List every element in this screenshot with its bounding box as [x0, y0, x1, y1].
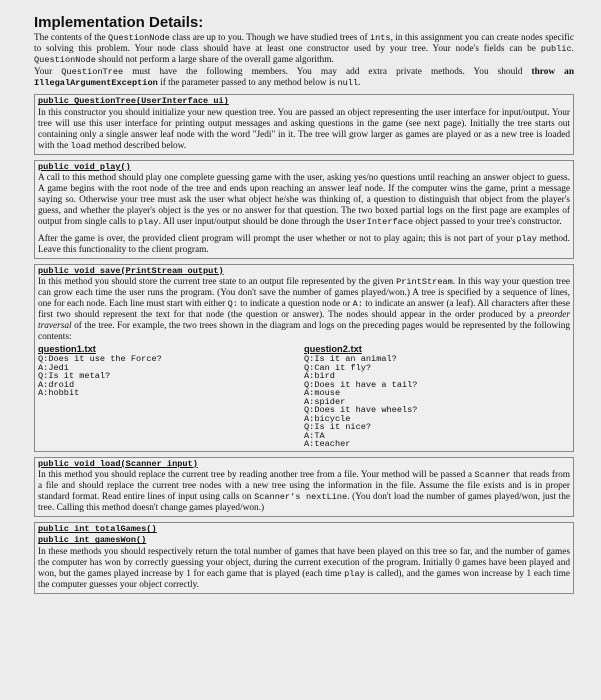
save-signature: public void save(PrintStream output) [38, 265, 224, 276]
text: . All user input/output should be done through the [158, 217, 347, 228]
text: object passed to your tree's constructor. [413, 217, 562, 228]
text: should not perform a large share of the overall game algorithm. [95, 55, 334, 66]
load-signature: public void load(Scanner input) [38, 458, 198, 469]
intro-section [34, 33, 574, 89]
code: play [344, 568, 365, 579]
file-line: A:bicycle [304, 413, 351, 424]
text: method described below. [91, 140, 187, 151]
text: method. Leave this functionality to the client program. [38, 233, 570, 255]
file-line: Q:Can it fly? [304, 362, 372, 373]
file-line: A:mouse [304, 388, 341, 399]
file-line: A:droid [38, 379, 75, 390]
text: After the game is over, the provided client program will prompt the user whether or not to play again; this is not part of your [38, 233, 517, 244]
file-line: Q:Is it an animal? [304, 354, 397, 365]
text: . [571, 44, 574, 55]
file-line: A:TA [304, 430, 325, 441]
file-line: A:hobbit [38, 388, 80, 399]
total-games-signature: public int totalGames() [38, 524, 157, 535]
text: to indicate an answer (a leaf). All characters after these first two should represent the text for that node (the question or answer). The nodes should appear in the order produced by a [38, 298, 571, 321]
save-description [38, 277, 570, 344]
code: public [540, 44, 572, 55]
document-page [34, 14, 574, 694]
play-box [34, 160, 574, 259]
load-box [34, 457, 574, 517]
question2-lines [304, 355, 570, 449]
code: PrintStream [396, 276, 453, 287]
code: play [516, 233, 537, 244]
code: Scanner's nextLine [254, 492, 348, 503]
file-line: Q:Is it nice? [304, 422, 372, 433]
file-line: Q:Is it metal? [38, 371, 111, 382]
text: . [358, 78, 361, 89]
question2-title: question2.txt [304, 344, 362, 355]
intro-paragraph-2 [34, 67, 574, 89]
page-title: Implementation Details: [34, 14, 204, 31]
file-line: A:teacher [304, 439, 351, 450]
constructor-box [34, 94, 574, 154]
file-line: Q:Does it have a tail? [304, 379, 418, 390]
text: class are up to you. Though we have studied trees of [169, 33, 370, 43]
play-description [38, 173, 570, 228]
file-line: A:spider [304, 396, 346, 407]
games-won-signature: public int gamesWon() [38, 535, 147, 546]
question2-file [304, 344, 570, 449]
text: to indicate a question node or [237, 298, 353, 309]
code: QuestionNode [34, 55, 96, 66]
intro-paragraph-1 [34, 33, 574, 66]
example-files [38, 344, 570, 449]
play-signature: public void play() [38, 161, 131, 172]
code: QuestionTree [61, 67, 124, 78]
question1-title: question1.txt [38, 344, 96, 355]
code: play [137, 217, 159, 228]
italic-text: preorder traversal [38, 310, 570, 332]
code: Q: [227, 298, 238, 309]
load-description [38, 470, 570, 514]
text: is called), and the games won increase by 1 each time the computer guesses your object correctly. [38, 568, 571, 590]
text: must have the following members. You may add extra private methods. You should [123, 67, 532, 78]
play-after-note [38, 233, 570, 256]
file-line: A:Jedi [38, 362, 69, 373]
question1-file [38, 344, 304, 449]
code: load [70, 140, 92, 151]
text: . In this way your question tree can grow each time the user runs the program. (You don't save the number of games played/won.) A tree is specified by a sequence of lines, one for each node. Each line must start with either [38, 276, 571, 309]
text: if the parameter passed to any method below is [157, 78, 338, 89]
file-line: A:bird [304, 371, 335, 382]
bold-text: throw an [531, 67, 574, 78]
text: , in this assignment you can create nodes specific to solving this problem. Your node class should have at least one constructor used by your tree. Your node's fields can be [34, 33, 574, 55]
code: QuestionNode [108, 33, 170, 43]
text: A call to this method should play one complete guessing game with the user, asking yes/no questions until reaching an answer object to guess. A game begins with the root node of the tree and ends upon reaching an answer leaf node. If the computer wins the game, print a message saying so. Otherwise your tree must ask the user what object he/she was thinking of, a question to distinguish that object from the player's guess, and whether the player's object is the yes or no answer for that question. The two boxed partial logs on the first page are examples of output from single calls to [38, 173, 570, 228]
counts-description [38, 547, 570, 591]
save-box [34, 264, 574, 452]
text: . (You don't load the number of games played/won, just the tree. Calling this method doesn't change games played/won.) [38, 492, 570, 514]
code: ints [369, 33, 391, 43]
text: The contents of the [34, 33, 109, 43]
constructor-description [38, 108, 570, 152]
text: that reads from a file and should replace the current tree nodes with a new tree using the information in the file. Assume the file exists and is in proper standard format. Read entire lines of input using calls on [38, 469, 570, 503]
code: IllegalArgumentException [34, 78, 158, 89]
text: In this constructor you should initialize your new question tree. You are passed an object representing the user interface for input/output. Your tree will use this user interface for printing output messages and asking questions in the game (see next page). Initially the tree starts out containing only a single answer leaf node with the word "Jedi" in it. The tree will grow larger as games are played or as a new tree is loaded with the [38, 107, 570, 151]
code: UserInterface [346, 217, 414, 228]
constructor-signature: public QuestionTree(UserInterface ui) [38, 96, 229, 107]
text: In this method you should store the current tree state to an output file represented by the given [38, 276, 397, 287]
text: In these methods you should respectively return the total number of games that have been played on this tree so far, and the number of games the computer has won by correctly guessing your object, during the current execution of the program. Initially 0 games have been played and won, but the games played increase by 1 for each game that is played (each time [38, 546, 570, 579]
text: of the tree. For example, the two trees shown in the diagram and logs on the preceding pages would be represented by the following contents: [38, 321, 570, 343]
question1-lines [38, 355, 304, 398]
code: A: [352, 298, 363, 309]
text: Your [34, 67, 62, 78]
code: null [337, 78, 359, 89]
code: Scanner [474, 469, 511, 480]
counts-box [34, 522, 574, 594]
file-line: Q:Does it use the Force? [38, 354, 162, 365]
text: In this method you should replace the current tree by reading another tree from a file. Your method will be passed a [38, 469, 475, 480]
file-line: Q:Does it have wheels? [304, 405, 418, 416]
